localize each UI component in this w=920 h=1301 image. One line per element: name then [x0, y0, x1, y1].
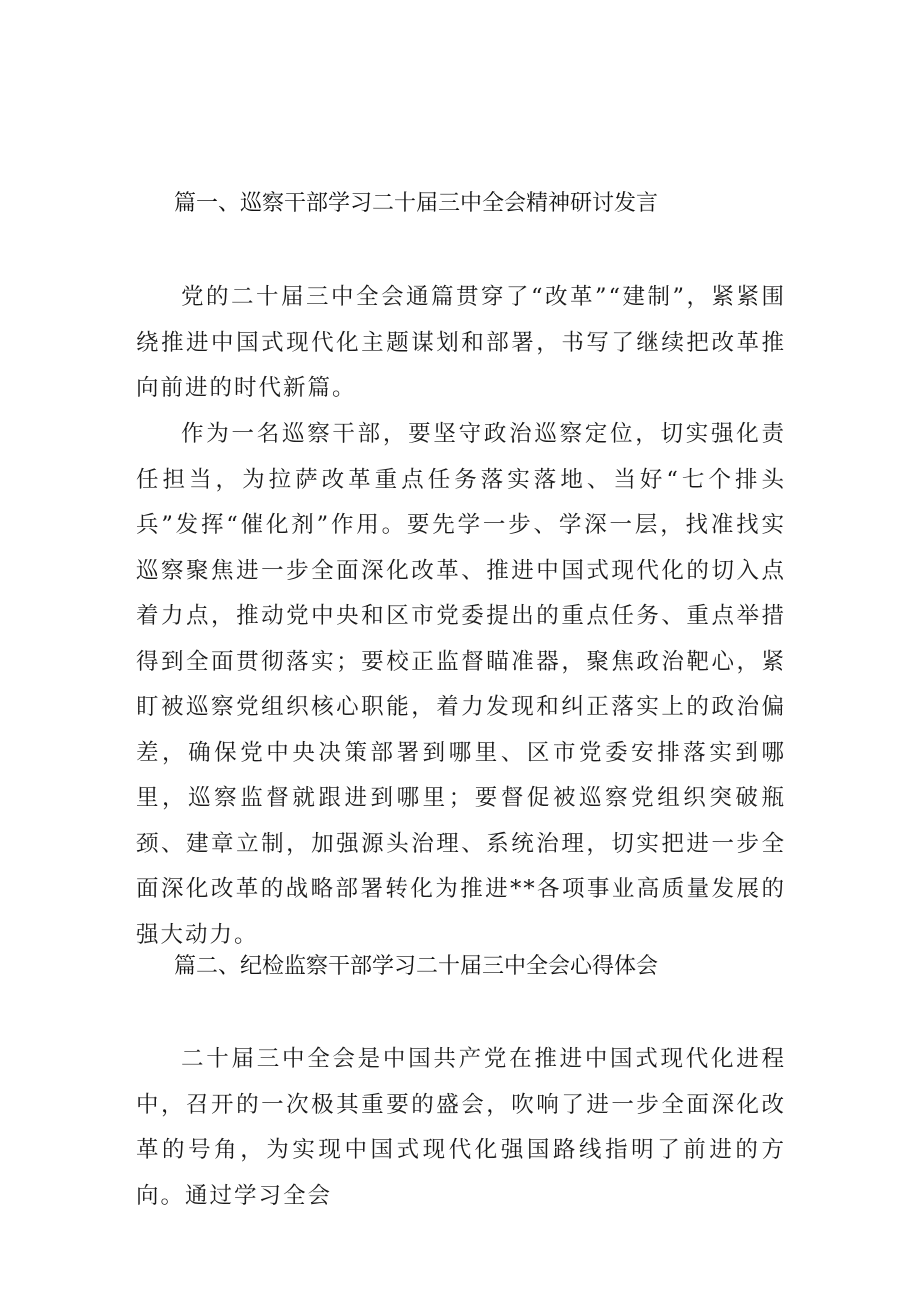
section-2-heading: 篇二、纪检监察干部学习二十届三中全会心得体会 — [174, 954, 659, 979]
section-1-paragraph-1: 党的二十届三中全会通篇贯穿了“改革”“建制”，紧紧围绕推进中国式现代化主题谋划和部署，书写了继续把改革推向前进的时代新篇。 — [136, 284, 786, 401]
section-2-paragraph-1: 二十届三中全会是中国共产党在推进中国式现代化进程中，召开的一次极其重要的盛会，吹响了进一步全面深化改革的号角，为实现中国式现代化强国路线指明了前进的方向。通过学习全会 — [136, 1046, 786, 1209]
section-1-paragraph-2: 作为一名巡察干部，要坚守政治巡察定位，切实强化责任担当，为拉萨改革重点任务落实落地、当好“七个排头兵”发挥“催化剂”作用。要先学一步、学深一层，找准找实巡察聚焦进一步全面深化改革、推进中国式现代化的切入点着力点，推动党中央和区市党委提出的重点任务、重点举措得到全面贯彻落实；要校正监督瞄准器，聚焦政治靶心，紧盯被巡察党组织核心职能，着力发现和纠正落实上的政治偏差，确保党中央决策部署到哪里、区市党委安排落实到哪里，巡察监督就跟进到哪里；要督促被巡察党组织突破瓶颈、建章立制，加强源头治理、系统治理，切实把进一步全面深化改革的战略部署转化为推进**各项事业高质量发展的强大动力。 — [136, 421, 786, 948]
section-1-heading: 篇一、巡察干部学习二十届三中全会精神研讨发言 — [174, 191, 659, 216]
